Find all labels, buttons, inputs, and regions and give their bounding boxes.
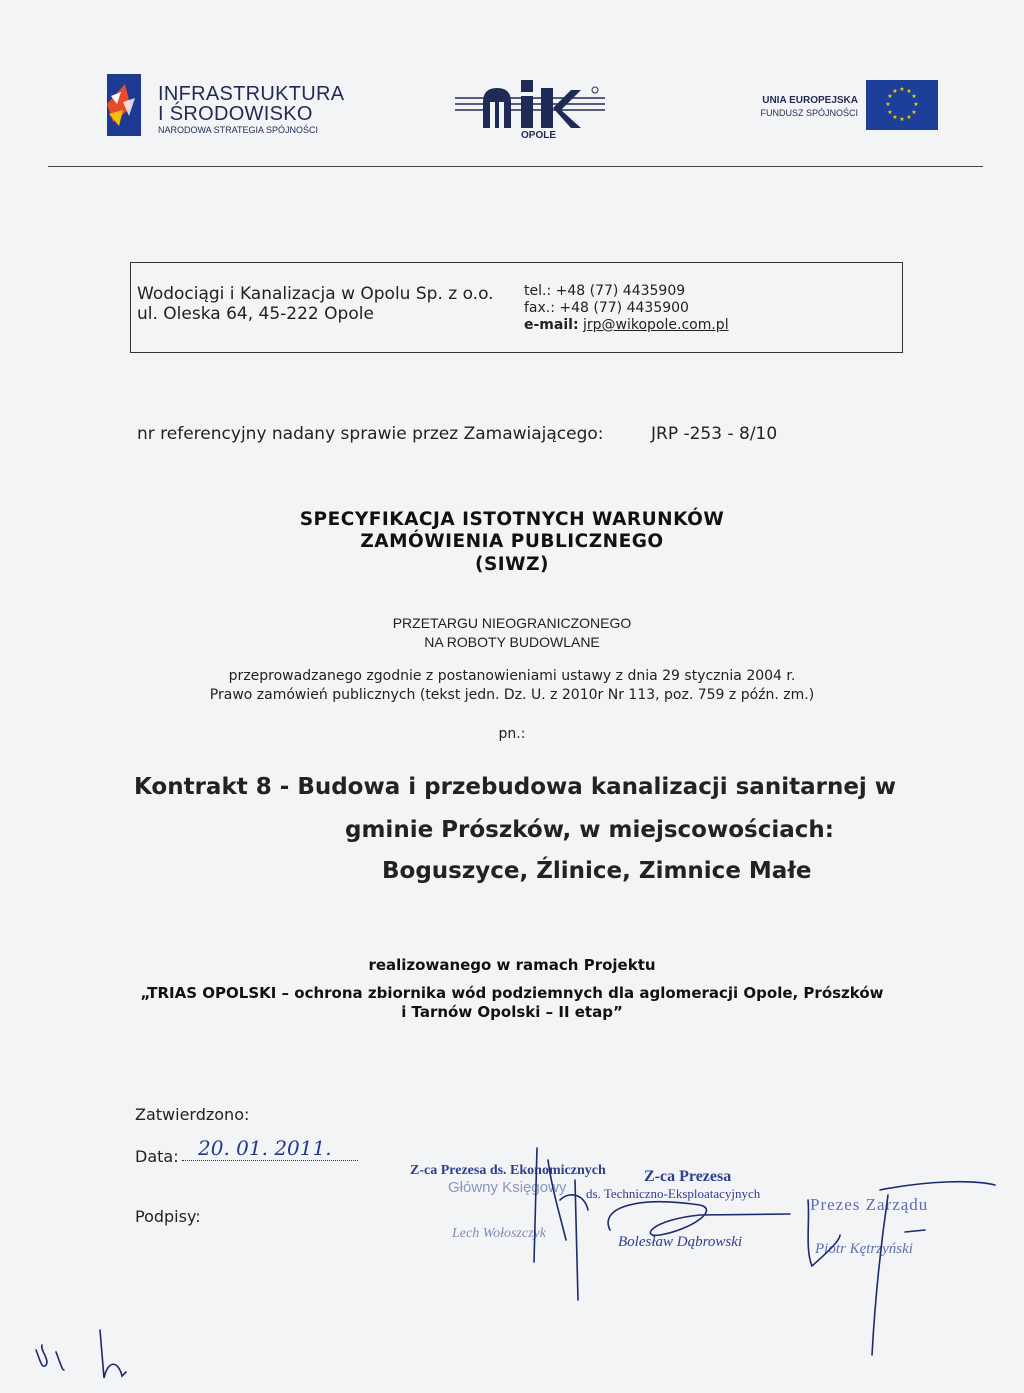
svg-text:★: ★ (885, 101, 891, 108)
svg-text:★: ★ (887, 93, 893, 100)
svg-text:★: ★ (892, 114, 898, 121)
signature-3-stroke (808, 1200, 840, 1266)
tender-type-line2: NA ROBOTY BUDOWLANE (424, 634, 600, 650)
stamp-1-name: Lech Wołoszczyk (452, 1226, 546, 1241)
svg-text:★: ★ (892, 88, 898, 95)
svg-text:★: ★ (911, 93, 917, 100)
stamp-1-role: Główny Księgowy (448, 1179, 567, 1196)
law-line1: przeprowadzanego zgodnie z postanowieniami ustawy z dnia 29 stycznia 2004 r. (228, 668, 796, 684)
date-value: 20. 01. 2011. (198, 1136, 332, 1160)
date-label: Data: (135, 1147, 179, 1166)
document-title-line2: ZAMÓWIENIA PUBLICZNEGO (360, 531, 664, 552)
svg-text:★: ★ (899, 86, 905, 93)
stamp-2-role: ds. Techniczno-Eksploatacyjnych (586, 1186, 761, 1201)
document-title-line3: (SIWZ) (475, 554, 549, 575)
infrastruktura-title-line1: INFRASTRUKTURA (158, 83, 345, 105)
stamp-2-title: Z-ca Prezesa (644, 1168, 732, 1185)
svg-text:★: ★ (913, 101, 919, 108)
contract-title-line1: Kontrakt 8 - Budowa i przebudowa kanalizacji sanitarnej w (134, 774, 897, 800)
eu-subtitle: FUNDUSZ SPÓJNOŚCI (760, 108, 858, 118)
document-title-line1: SPECYFIKACJA ISTOTNYCH WARUNKÓW (299, 509, 725, 530)
signature-2-stroke (608, 1202, 790, 1236)
reference-value: JRP -253 - 8/10 (651, 424, 778, 444)
approved-label: Zatwierdzono: (135, 1105, 250, 1124)
law-line2: Prawo zamówień publicznych (tekst jedn. Dz. U. z 2010r Nr 113, poz. 759 z późn. zm.) (209, 687, 815, 703)
signature-1-stroke (534, 1148, 537, 1262)
contract-title-line2: gminie Prószków, w miejscowościach: (345, 817, 834, 843)
svg-text:★: ★ (906, 88, 912, 95)
eu-title: UNIA EUROPEJSKA (762, 95, 858, 106)
infrastruktura-title-line2: I ŚRODOWISKO (158, 103, 313, 125)
wik-opole-label: OPOLE (521, 130, 557, 140)
contract-title-line3: Boguszyce, Źlinice, Zimnice Małe (382, 858, 812, 884)
svg-text:★: ★ (911, 109, 917, 116)
project-name-line2: i Tarnów Opolski – II etap” (401, 1003, 623, 1021)
company-name: Wodociągi i Kanalizacja w Opolu Sp. z o.o. (137, 284, 494, 304)
email-label: e-mail: (524, 317, 579, 333)
project-name-line1: „TRIAS OPOLSKI – ochrona zbiornika wód podziemnych dla aglomeracji Opole, Prószków (140, 984, 884, 1002)
project-intro: realizowanego w ramach Projektu (368, 956, 656, 974)
tender-type-line1: PRZETARGU NIEOGRANICZONEGO (392, 615, 632, 631)
email-link[interactable]: jrp@wikopole.com.pl (583, 317, 729, 333)
stamp-2-name: Bolesław Dąbrowski (618, 1234, 743, 1250)
signatures-label: Podpisy: (135, 1207, 201, 1226)
infrastruktura-subtitle: NARODOWA STRATEGIA SPÓJNOŚCI (158, 125, 319, 135)
company-fax: fax.: +48 (77) 4435900 (524, 300, 689, 316)
pn-label: pn.: (498, 726, 526, 742)
reference-label: nr referencyjny nadany sprawie przez Zamawiającego: (137, 424, 604, 444)
stamp-3-title: Prezes Zarządu (810, 1195, 929, 1214)
svg-text:★: ★ (906, 114, 912, 121)
company-street: ul. Oleska 64, 45-222 Opole (137, 304, 374, 324)
svg-text:★: ★ (899, 116, 905, 123)
svg-text:★: ★ (887, 109, 893, 116)
stamp-3-name: Piotr Kętrzyński (815, 1241, 913, 1257)
company-tel: tel.: +48 (77) 4435909 (524, 283, 686, 299)
stamp-1-title: Z-ca Prezesa ds. Ekonomicznych (410, 1163, 606, 1178)
